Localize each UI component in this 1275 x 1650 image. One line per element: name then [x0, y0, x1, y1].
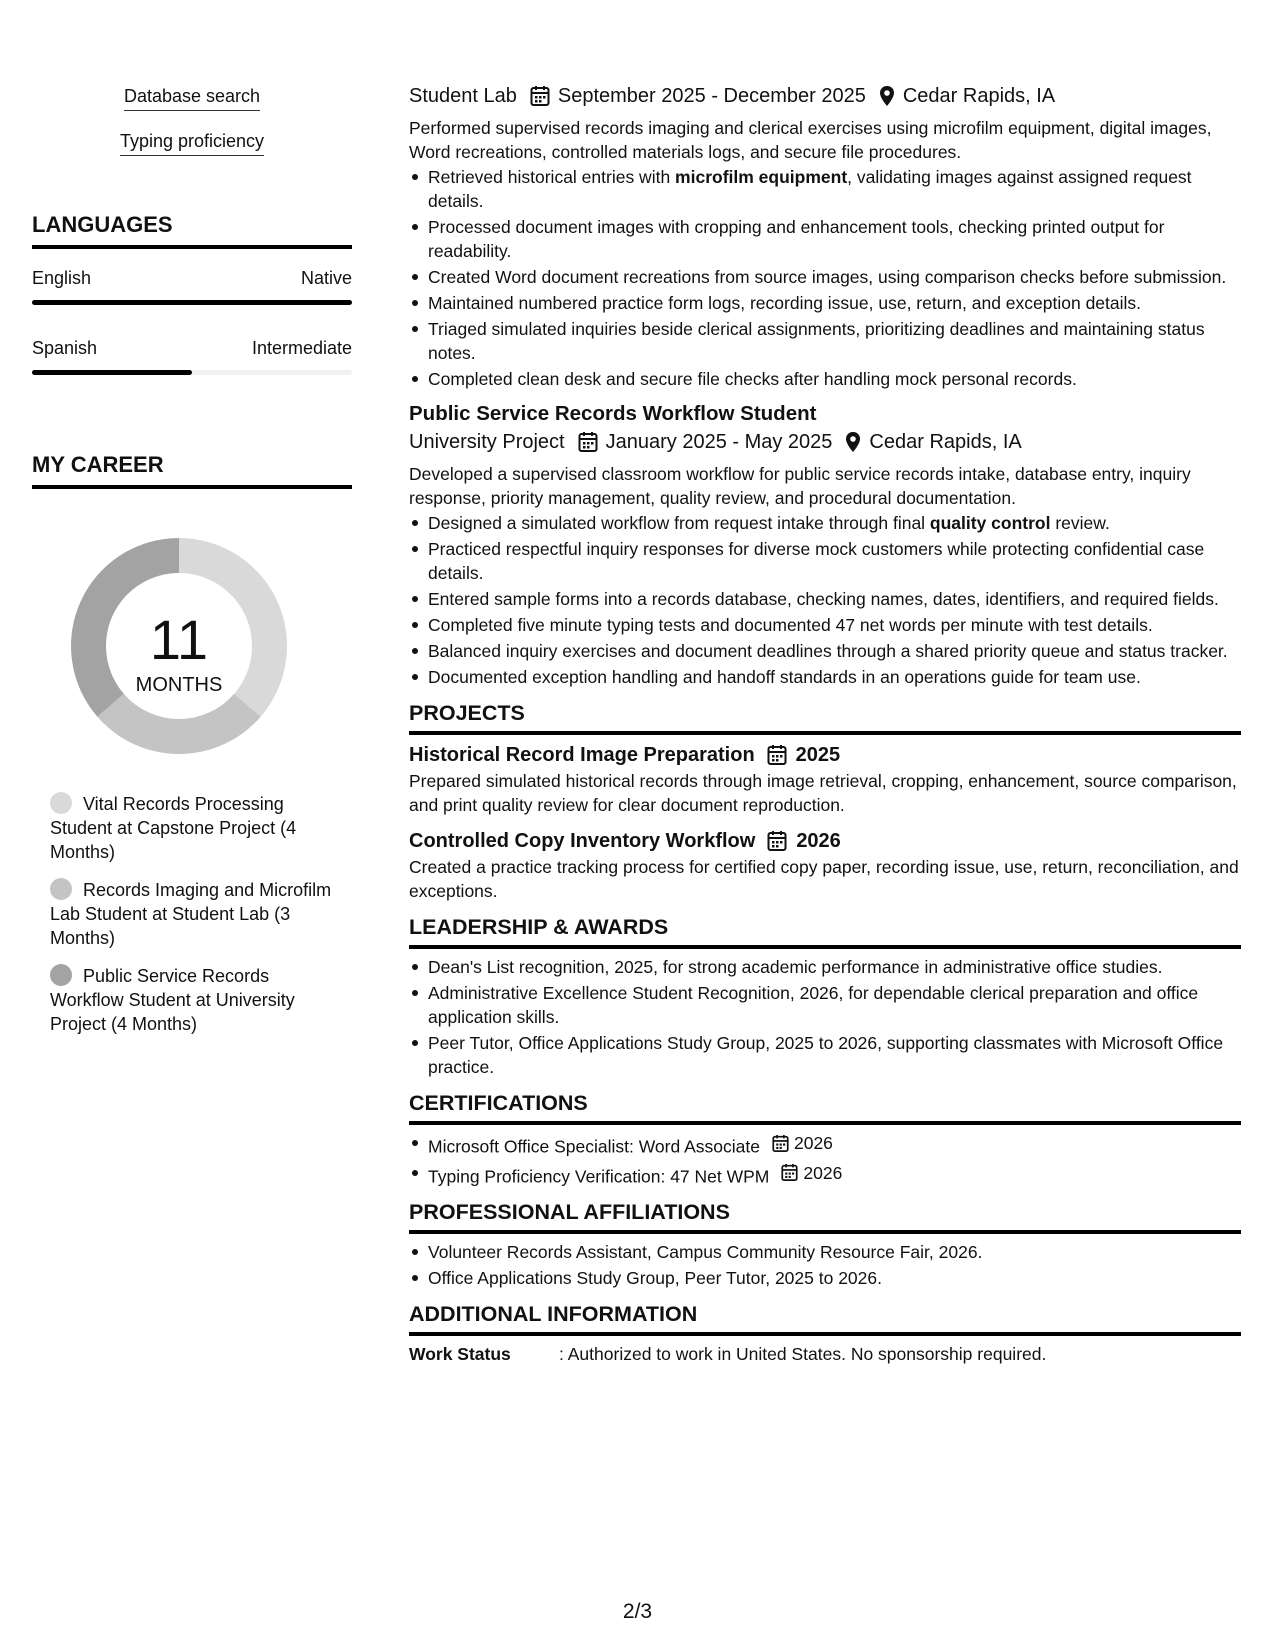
language-level: Native [300, 268, 352, 288]
entry-org: Student Lab [409, 85, 517, 107]
entry-description: Performed supervised records imaging and clerical exercises using microfilm equipment, digital images, Word recreations, controlled materials logs, and secure file procedures. [409, 118, 1212, 162]
certification-item [409, 1161, 1241, 1189]
affiliation-item: Office Applications Study Group, Peer Tutor, 2025 to 2026. [409, 1266, 1241, 1290]
legend-item: Vital Records Processing Student at Capstone Project (4 Months) [50, 794, 297, 862]
bullet-item: Practiced respectful inquiry responses for diverse mock customers while protecting confidential case details. [409, 537, 1241, 585]
certifications-heading: CERTIFICATIONS [409, 1089, 1241, 1125]
bullet-item: Entered sample forms into a records database, checking names, dates, identifiers, and required fields. [409, 587, 1241, 611]
language-bar [32, 300, 352, 305]
project-description: Prepared simulated historical records through image retrieval, cropping, enhancement, source comparison, and print quality review for clear document reproduction. [409, 771, 1237, 815]
language-bar-fill [32, 370, 192, 375]
award-item: Peer Tutor, Office Applications Study Group, 2025 to 2026, supporting classmates with Microsoft Office practice. [409, 1031, 1241, 1079]
entry-meta [409, 82, 1241, 110]
bullet-item: Completed clean desk and secure file checks after handling mock personal records. [409, 367, 1241, 391]
main-content [409, 82, 1241, 1366]
skill-tag: Typing proficiency [32, 131, 352, 156]
affiliations-heading: PROFESSIONAL AFFILIATIONS [409, 1198, 1241, 1234]
language-name: Spanish [32, 338, 98, 358]
bullet-item: Retrieved historical entries with microfilm equipment, validating images against assigned request details. [409, 165, 1241, 213]
project-title: Historical Record Image Preparation [409, 744, 755, 766]
entry-dates: September 2025 - December 2025 [557, 85, 866, 107]
entry-location: Cedar Rapids, IA [869, 431, 1022, 453]
language-row [32, 268, 352, 289]
career-heading: MY CAREER [32, 452, 352, 489]
map-pin-icon [879, 85, 895, 107]
certifications-list [409, 1131, 1241, 1188]
experience-entry [409, 82, 1241, 391]
experience-entry [409, 400, 1241, 689]
calendar-icon [530, 85, 550, 107]
project-description: Created a practice tracking process for certified copy paper, recording issue, use, return, reconciliation, and exceptions. [409, 857, 1239, 901]
legend-item: Records Imaging and Microfilm Lab Student at Student Lab (3 Months) [50, 880, 332, 948]
bullet-item: Documented exception handling and handoff standards in an operations guide for team use. [409, 665, 1241, 689]
bullet-item: Designed a simulated workflow from request intake through final quality control review. [409, 511, 1241, 535]
project-title: Controlled Copy Inventory Workflow [409, 830, 756, 852]
certification-year: 2026 [803, 1162, 843, 1183]
languages-heading: LANGUAGES [32, 212, 352, 249]
entry-org: University Project [409, 431, 565, 453]
bullet-item: Completed five minute typing tests and documented 47 net words per minute with test details. [409, 613, 1241, 637]
certification-name: Typing Proficiency Verification: 47 Net WPM [428, 1166, 770, 1186]
award-item: Dean's List recognition, 2025, for strong academic performance in administrative office studies. [409, 955, 1241, 979]
entry-title: Public Service Records Workflow Student [409, 402, 817, 425]
entry-bullets [409, 165, 1241, 391]
project-entry [409, 827, 1241, 903]
affiliations-list [409, 1240, 1241, 1290]
bullet-item: Processed document images with cropping and enhancement tools, checking printed output for readability. [409, 215, 1241, 263]
calendar-icon [781, 1163, 798, 1182]
page-number: 2/3 [622, 1600, 653, 1623]
legend-item: Public Service Records Workflow Student at University Project (4 Months) [50, 966, 295, 1034]
bullet-item: Triaged simulated inquiries beside clerical assignments, prioritizing deadlines and maintaining status notes. [409, 317, 1241, 365]
legend-dot [50, 964, 72, 986]
career-legend [50, 792, 340, 1050]
bullet-item: Created Word document recreations from source images, using comparison checks before submission. [409, 265, 1241, 289]
additional-info-row [409, 1342, 1241, 1366]
additional-info-heading: ADDITIONAL INFORMATION [409, 1300, 1241, 1336]
project-year: 2026 [796, 830, 841, 852]
calendar-icon [767, 830, 787, 852]
language-row [32, 338, 352, 359]
entry-bullets [409, 511, 1241, 689]
certification-item [409, 1131, 1241, 1159]
language-name: English [32, 268, 92, 288]
bullet-item: Balanced inquiry exercises and document deadlines through a shared priority queue and status tracker. [409, 639, 1241, 663]
calendar-icon [772, 1134, 789, 1153]
awards-list [409, 955, 1241, 1079]
award-item: Administrative Excellence Student Recognition, 2026, for dependable clerical preparation and office application skills. [409, 981, 1241, 1029]
career-donut-chart [64, 531, 294, 761]
awards-heading: LEADERSHIP & AWARDS [409, 913, 1241, 949]
project-year: 2025 [795, 744, 841, 766]
legend-dot [50, 792, 72, 814]
map-pin-icon [845, 431, 861, 453]
career-donut-segment [97, 694, 260, 754]
skill-tag: Database search [32, 86, 352, 111]
legend-dot [50, 878, 72, 900]
language-level: Intermediate [251, 338, 352, 358]
career-unit: MONTHS [135, 674, 223, 696]
entry-location: Cedar Rapids, IA [902, 85, 1056, 107]
calendar-icon [578, 431, 598, 453]
projects-heading: PROJECTS [409, 699, 1241, 735]
entry-meta [409, 428, 1241, 456]
entry-description: Developed a supervised classroom workflow for public service records intake, database entry, inquiry response, priority management, quality review, and procedural documentation. [409, 464, 1191, 508]
calendar-icon [767, 744, 787, 766]
certification-year: 2026 [793, 1133, 833, 1153]
language-bar-fill [32, 300, 352, 305]
additional-info-value: : Authorized to work in United States. No sponsorship required. [559, 1344, 1047, 1364]
affiliation-item: Volunteer Records Assistant, Campus Community Resource Fair, 2026. [409, 1240, 1241, 1264]
language-bar [32, 370, 352, 375]
entry-dates: January 2025 - May 2025 [605, 431, 833, 453]
bullet-item: Maintained numbered practice form logs, recording issue, use, return, and exception details. [409, 291, 1241, 315]
certification-name: Microsoft Office Specialist: Word Associate [428, 1136, 760, 1157]
additional-info-key: Work Status [409, 1344, 511, 1364]
project-entry [409, 741, 1241, 817]
career-total: 11 [149, 608, 209, 671]
